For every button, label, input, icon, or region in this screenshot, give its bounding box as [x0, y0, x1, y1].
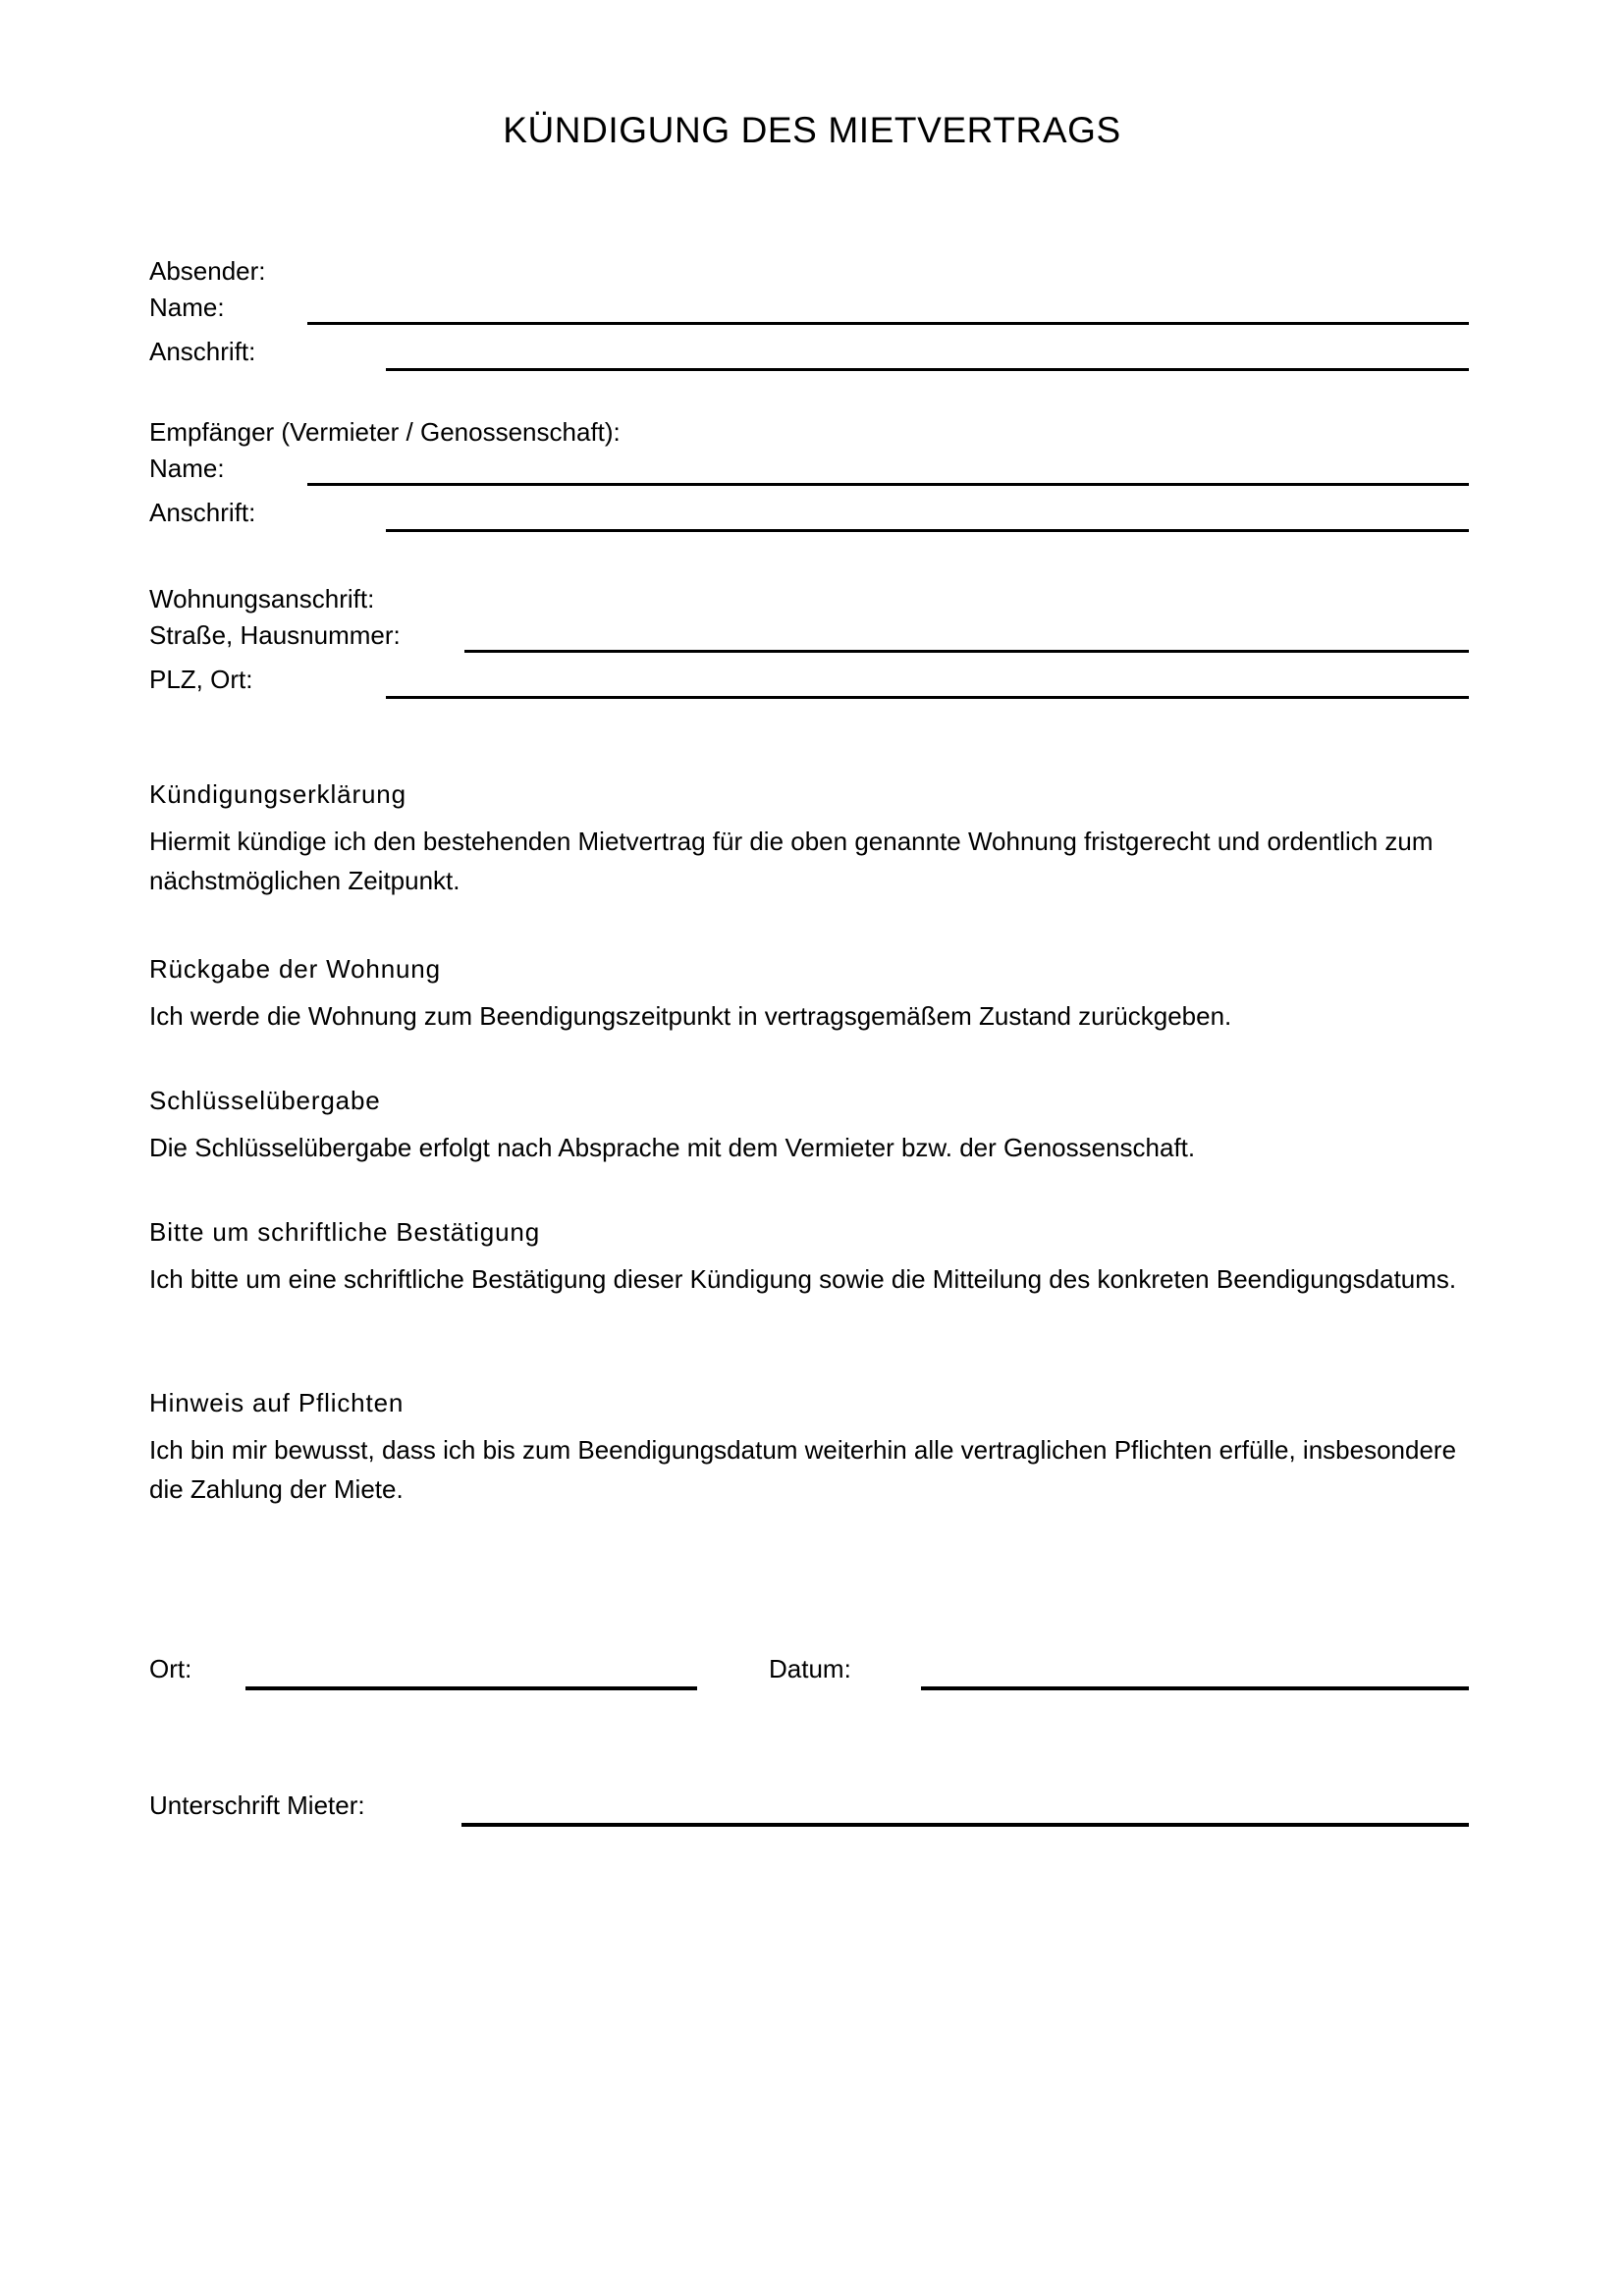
- section-written-confirmation-body: Ich bitte um eine schriftliche Bestätigung dieser Kündigung sowie die Mitteilung des konkreten Beendigungsdatums.: [149, 1264, 1457, 1294]
- sender-name-input-line[interactable]: [307, 322, 1469, 325]
- sender-address-label: Anschrift:: [149, 337, 256, 366]
- date-label: Datum:: [769, 1654, 851, 1683]
- section-written-confirmation-heading: Bitte um schriftliche Bestätigung: [149, 1217, 541, 1247]
- page-title: KÜNDIGUNG DES MIETVERTRAGS: [503, 110, 1121, 150]
- sender-address-input-line[interactable]: [386, 368, 1469, 371]
- section-apartment-return: [149, 950, 1469, 1036]
- section-obligations-notice-body: Ich bin mir bewusst, dass ich bis zum Beendigungsdatum weiterhin alle vertraglichen Pflichten erfülle, insbesondere die Zahlung der Miete.: [149, 1435, 1457, 1504]
- apartment-city-row: [149, 663, 1469, 707]
- apartment-street-label: Straße, Hausnummer:: [149, 620, 401, 650]
- date-input-line[interactable]: [921, 1686, 1469, 1690]
- apartment-city-input-line[interactable]: [386, 696, 1469, 699]
- section-termination-declaration-body: Hiermit kündige ich den bestehenden Mietvertrag für die oben genannte Wohnung fristgerecht und ordentlich zum nächstmöglichen Zeitpunkt.: [149, 827, 1434, 895]
- place-input-line[interactable]: [245, 1686, 697, 1690]
- recipient-address-row: [149, 496, 1469, 540]
- sender-name-label: Name:: [149, 293, 225, 322]
- apartment-street-input-line[interactable]: [464, 650, 1469, 653]
- section-termination-declaration: [149, 775, 1469, 900]
- section-key-handover-heading: Schlüsselübergabe: [149, 1086, 381, 1115]
- tenant-signature-label: Unterschrift Mieter:: [149, 1790, 365, 1820]
- sender-address-row: [149, 335, 1469, 379]
- recipient-heading: Empfänger (Vermieter / Genossenschaft):: [149, 417, 621, 447]
- recipient-name-label: Name:: [149, 454, 225, 483]
- apartment-address-heading: Wohnungsanschrift:: [149, 584, 375, 614]
- section-apartment-return-body: Ich werde die Wohnung zum Beendigungszeitpunkt in vertragsgemäßem Zustand zurückgeben.: [149, 1001, 1232, 1031]
- place-label: Ort:: [149, 1654, 192, 1683]
- section-obligations-notice-heading: Hinweis auf Pflichten: [149, 1388, 405, 1417]
- section-termination-declaration-heading: Kündigungserklärung: [149, 779, 406, 809]
- section-key-handover-body: Die Schlüsselübergabe erfolgt nach Absprache mit dem Vermieter bzw. der Genossenschaft.: [149, 1133, 1196, 1162]
- sender-block: [149, 251, 1469, 379]
- sender-name-row: [149, 291, 1469, 335]
- apartment-address-block: [149, 579, 1469, 707]
- sender-heading: Absender:: [149, 256, 266, 286]
- recipient-name-input-line[interactable]: [307, 483, 1469, 486]
- recipient-name-row: [149, 452, 1469, 496]
- apartment-city-label: PLZ, Ort:: [149, 665, 253, 694]
- tenant-signature-input-line[interactable]: [461, 1823, 1469, 1827]
- section-written-confirmation: [149, 1213, 1469, 1299]
- recipient-address-label: Anschrift:: [149, 498, 256, 527]
- recipient-address-input-line[interactable]: [386, 529, 1469, 532]
- section-apartment-return-heading: Rückgabe der Wohnung: [149, 954, 441, 984]
- apartment-street-row: [149, 618, 1469, 663]
- section-obligations-notice: [149, 1384, 1469, 1509]
- section-key-handover: [149, 1082, 1469, 1167]
- recipient-block: [149, 412, 1469, 540]
